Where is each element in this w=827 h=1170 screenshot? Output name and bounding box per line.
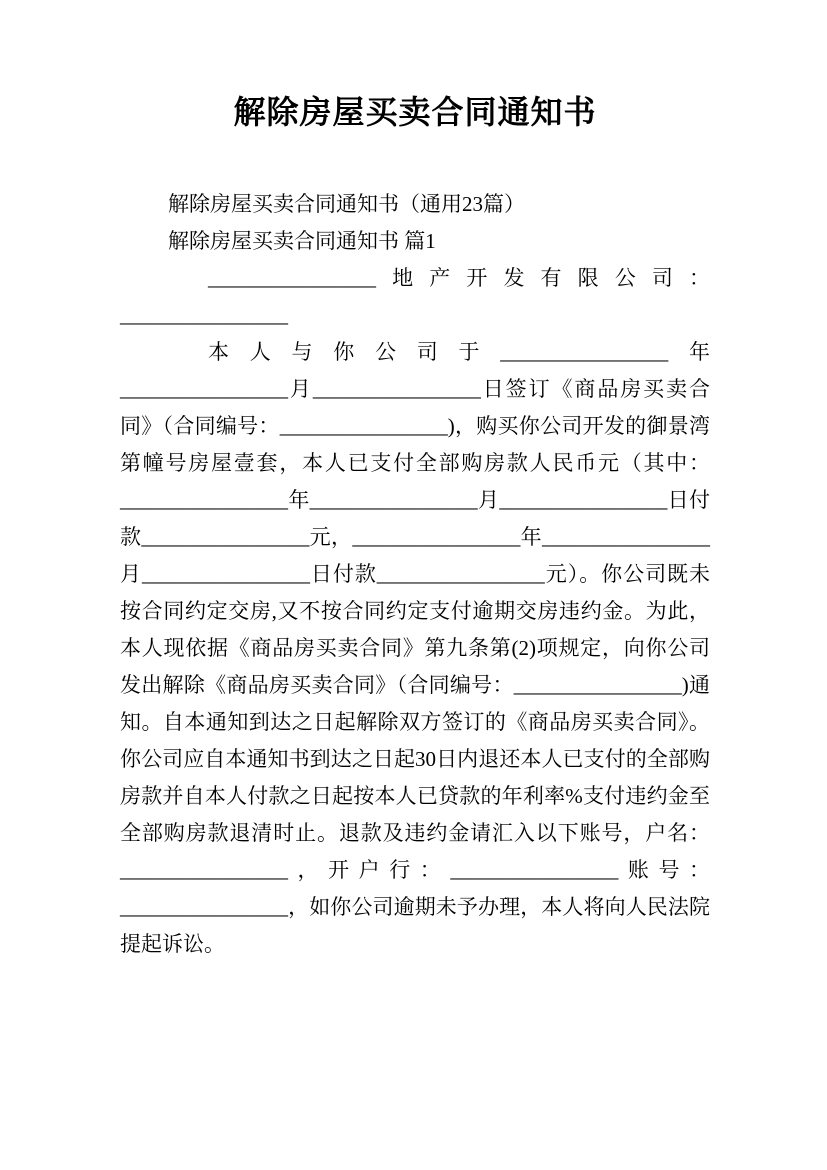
document-title: 解除房屋买卖合同通知书 bbox=[233, 94, 597, 130]
paragraph-subtitle: 解除房屋买卖合同通知书（通用23篇） bbox=[168, 191, 525, 216]
paragraph-body: 本人与你公司于________________年________________月________________日签订《商品房买卖合同》（合同编号：________________)，购买你公司开发的御景湾第幢号房屋壹套，本人已支付全部购房款人民币元（其中：________________年________________月________________日付款________________元，________________年________________月________________日付款________________元）。你公司既未按合同约定交房,又不按合同约定支付逾期交房违约金。为此，本人现依据《商品房买卖合同》第九条第(2)项规定，向你公司发出解除《商品房买卖合同》（合同编号：________________)通知。自本通知到达之日起解除双方签订的《商品房买卖合同》。你公司应自本通知书到达之日起30日内退还本人已支付的全部购房款并自本人付款之日起按本人已贷款的年利率%支付违约金至全部购房款退清时止。退款及违约金请汇入以下账号，户名：________________，开户行：________________账号：________________，如你公司逾期未予办理，本人将向人民法院提起诉讼。 bbox=[120, 339, 710, 956]
paragraph-section-label: 解除房屋买卖合同通知书 篇1 bbox=[168, 228, 436, 253]
paragraph-addressee: ________________地产开发有限公司：________________ bbox=[120, 265, 710, 327]
